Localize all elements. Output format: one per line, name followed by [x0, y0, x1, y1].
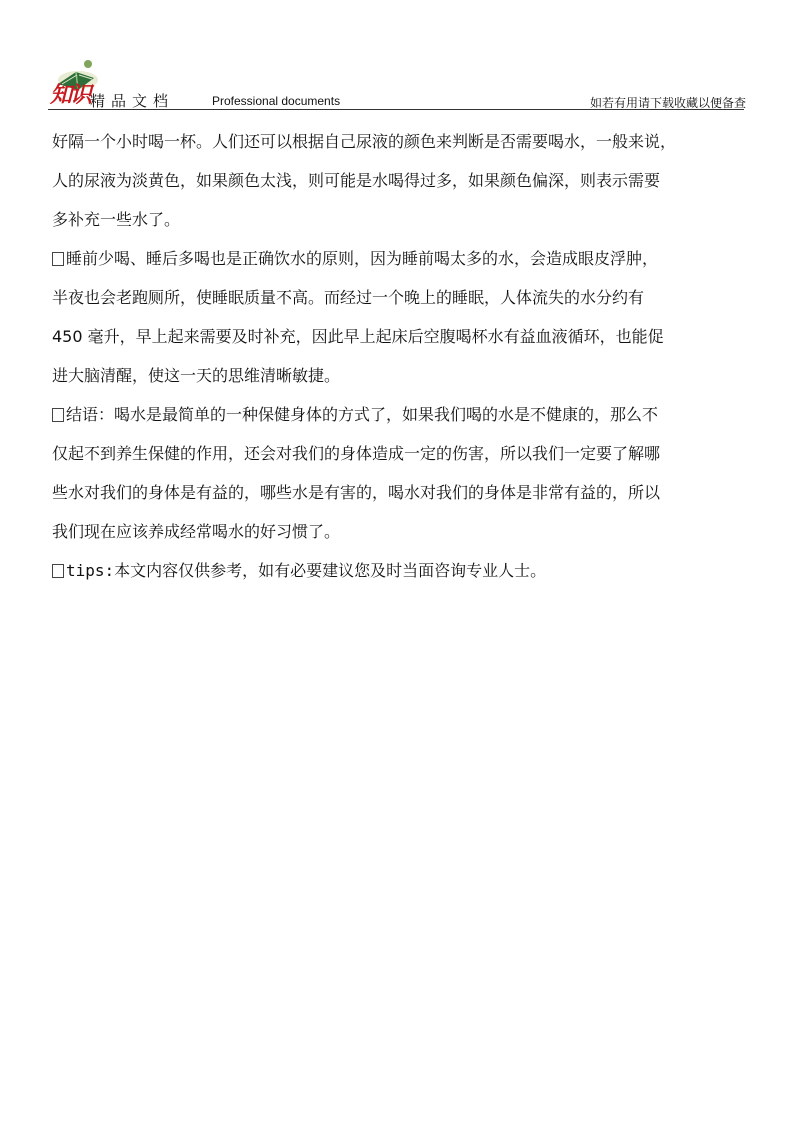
text-line-content: 睡前少喝、睡后多喝也是正确饮水的原则，因为睡前喝太多的水，会造成眼皮浮肿，	[66, 249, 659, 268]
text-line: 人的尿液为淡黄色，如果颜色太浅，则可能是水喝得过多，如果颜色偏深，则表示需要	[52, 171, 661, 190]
text-line: 多补充一些水了。	[52, 210, 181, 229]
text-line-content: tips:本文内容仅供参考，如有必要建议您及时当面咨询专业人士。	[66, 561, 547, 580]
paragraph-1	[52, 122, 772, 239]
page-header	[48, 54, 768, 110]
paragraph-3	[52, 395, 772, 551]
text-line: 我们现在应该养成经常喝水的好习惯了。	[52, 522, 341, 541]
paragraph-2	[52, 239, 772, 395]
missing-glyph-box	[52, 408, 64, 422]
text-line	[52, 395, 772, 434]
text-line	[52, 239, 772, 278]
header-divider	[48, 109, 744, 110]
text-line	[52, 551, 772, 590]
paragraph-4	[52, 551, 772, 590]
text-line-content: 结语：喝水是最简单的一种保健身体的方式了，如果我们喝的水是不健康的，那么不	[66, 405, 659, 424]
header-title-english: Professional documents	[212, 94, 341, 108]
text-line: 仅起不到养生保健的作用，还会对我们的身体造成一定的伤害，所以我们一定要了解哪	[52, 444, 661, 463]
missing-glyph-box	[52, 252, 64, 266]
text-line: 半夜也会老跑厕所，使睡眠质量不高。而经过一个晚上的睡眠，人体流失的水分约有	[52, 288, 645, 307]
text-line: 进大脑清醒，使这一天的思维清晰敏捷。	[52, 366, 341, 385]
text-line: 些水对我们的身体是有益的，哪些水是有害的，喝水对我们的身体是非常有益的，所以	[52, 483, 661, 502]
text-line: 450 毫升，早上起来需要及时补充，因此早上起床后空腹喝杯水有益血液循环，也能促	[52, 327, 664, 346]
logo-text: 知识	[50, 82, 91, 108]
text-line: 好隔一个小时喝一杯。人们还可以根据自己尿液的颜色来判断是否需要喝水，一般来说，	[52, 132, 677, 151]
header-title: 精品文档	[90, 92, 175, 110]
document-body	[52, 122, 772, 590]
header-right-note: 如若有用请下载收藏以便备查	[589, 96, 746, 110]
missing-glyph-box	[52, 564, 64, 578]
